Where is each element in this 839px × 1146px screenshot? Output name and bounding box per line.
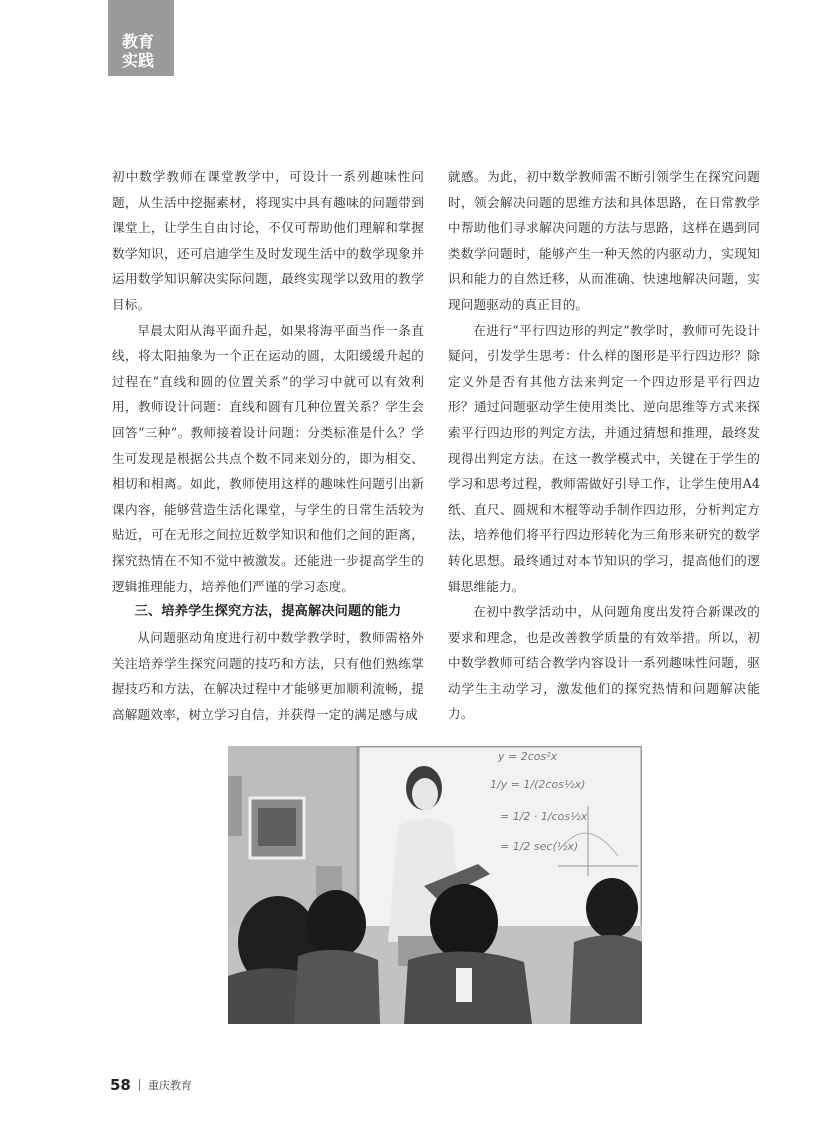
- classroom-photo: [228, 746, 642, 1024]
- section-heading: 三、培养学生探究方法，提高解决问题的能力: [134, 604, 402, 620]
- page-number: 58: [110, 1076, 131, 1094]
- footer-divider: [139, 1079, 140, 1091]
- page-footer: [110, 1076, 192, 1094]
- paragraph: 在初中教学活动中，从问题角度出发符合新课改的要求和理念，也是改善教学质量的有效举措。所以，初中数学教师可结合教学内容设计一系列趣味性问题，驱动学生主动学习，激发他们的探究热情和问题解决能力。: [448, 604, 760, 722]
- board-formula: = 1/2 sec(½x): [500, 840, 579, 853]
- board-formula: y = 2cos²x: [498, 750, 558, 763]
- paragraph: 早晨太阳从海平面升起，如果将海平面当作一条直线，将太阳抽象为一个正在运动的圆，太阳缓缓升起的过程在“直线和圆的位置关系”的学习中就可以有效利用，教师设计问题：直线和圆有几种位置关系？学生会回答“三种”。教师接着设计问题：分类标准是什么？学生可发现是根据公共点个数不同来划分的，即为相交、相切和相离。如此，教师使用这样的趣味性问题引出新课内容，能够营造生活化课堂，与学生的日常生活较为贴近，可在无形之间拉近数学知识和他们之间的距离，探究热情在不知不觉中被激发。还能进一步提高学生的逻辑推理能力，培养他们严谨的学习态度。: [112, 322, 424, 594]
- section-tag: [108, 0, 174, 76]
- paragraph: 就感。为此，初中数学教师需不断引领学生在探究问题时，领会解决问题的思维方法和具体思路，在日常教学中帮助他们寻求解决问题的方法与思路，这样在遇到同类数学问题时，能够产生一种天然的内驱动力，实现知识和能力的自然迁移，从而准确、快速地解决问题，实现问题驱动的真正目的。: [448, 169, 760, 312]
- paragraph: 初中数学教师在课堂教学中，可设计一系列趣味性问题，从生活中挖掘素材，将现实中具有趣味的问题带到课堂上，让学生自由讨论，不仅可帮助他们理解和掌握数学知识，还可启迪学生及时发现生活中的数学现象并运用数学知识解决实际问题，最终实现学以致用的教学目标。: [112, 169, 424, 312]
- right-column: [448, 164, 760, 727]
- section-tag-line2: 实践: [122, 51, 155, 70]
- section-tag-line1: 教育: [122, 32, 155, 51]
- left-column: [112, 164, 424, 727]
- paragraph: 在进行“平行四边形的判定”教学时，教师可先设计疑问，引发学生思考：什么样的图形是平行四边形？除定义外是否有其他方法来判定一个四边形是平行四边形？通过问题驱动学生使用类比、逆向思维等方式来探索平行四边形的判定方法，并通过猜想和推理，最终发现得出判定方法。在这一教学模式中，关键在于学生的学习和思考过程，教师需做好引导工作，让学生使用A4纸、直尺、圆规和木棍等动手制作四边形，分析判定方法，培养他们将平行四边形转化为三角形来研究的数学转化思想。最终通过对本节知识的学习，提高他们的逻辑思维能力。: [448, 322, 760, 594]
- classroom-photo-illustration: [228, 746, 642, 1024]
- board-formula: 1/y = 1/(2cos½x): [490, 778, 586, 791]
- board-formula: = 1/2 · 1/cos½x: [500, 810, 588, 823]
- paragraph: 从问题驱动角度进行初中数学教学时，教师需格外关注培养学生探究问题的技巧和方法，只有他们熟练掌握技巧和方法，在解决过程中才能够更加顺利流畅，提高解题效率，树立学习自信，并获得一定的满足感与成: [112, 630, 424, 722]
- magazine-name: 重庆教育: [147, 1079, 192, 1092]
